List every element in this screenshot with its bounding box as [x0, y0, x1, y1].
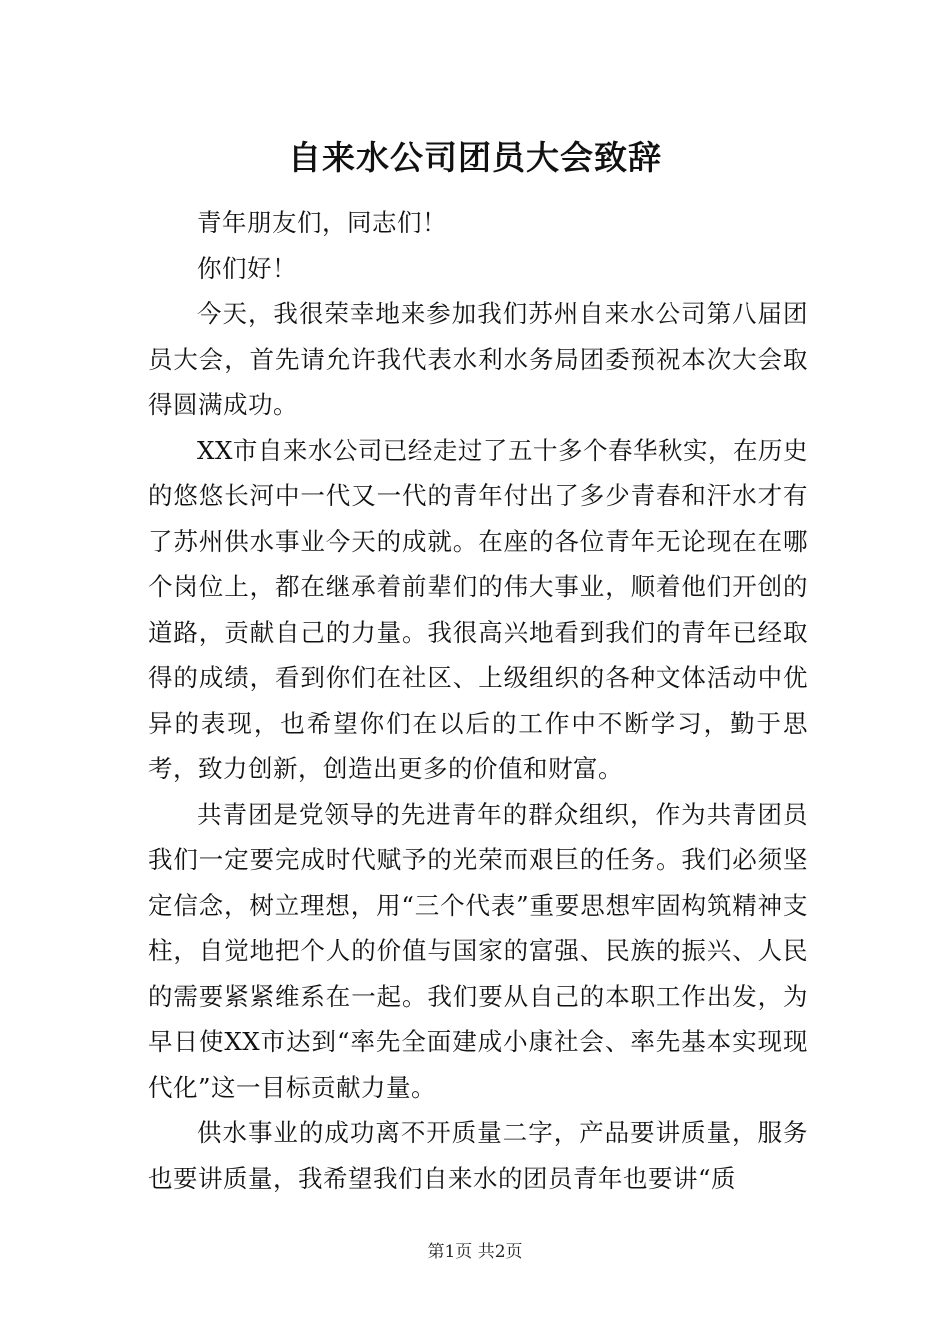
- document-body: [148, 200, 808, 1201]
- paragraph-greeting: 青年朋友们，同志们！: [197, 208, 447, 237]
- paragraph-history: XX市自来水公司已经走过了五十多个春华秋实，在历史的悠悠长河中一代又一代的青年付出了多少青春和汗水才有了苏州供水事业今天的成就。在座的各位青年无论现在在哪个岗位上，都在继承着前辈们的伟大事业，顺着他们开创的道路，贡献自己的力量。我很高兴地看到我们的青年已经取得的成绩，看到你们在社区、上级组织的各种文体活动中优异的表现，也希望你们在以后的工作中不断学习，勤于思考，致力创新，创造出更多的价值和财富。: [148, 435, 808, 783]
- document-title: 自来水公司团员大会致辞: [288, 138, 662, 177]
- page-total: 共2页: [477, 1242, 523, 1262]
- paragraph-youth-league: 共青团是党领导的先进青年的群众组织，作为共青团员我们一定要完成时代赋予的光荣而艰巨的任务。我们必须坚定信念，树立理想，用“三个代表”重要思想牢固构筑精神支柱，自觉地把个人的价值与国家的富强、民族的振兴、人民的需要紧紧维系在一起。我们要从自己的本职工作出发，为早日使XX市达到“率先全面建成小康社会、率先基本实现现代化”这一目标贡献力量。: [148, 799, 808, 1102]
- page-footer: [0, 1240, 950, 1264]
- paragraph-opening: 今天，我很荣幸地来参加我们苏州自来水公司第八届团员大会，首先请允许我代表水利水务局团委预祝本次大会取得圆满成功。: [148, 299, 808, 419]
- paragraph-hello: 你们好！: [197, 253, 297, 283]
- paragraph-quality: 供水事业的成功离不开质量二字，产品要讲质量，服务也要讲质量，我希望我们自来水的团员青年也要讲“质: [148, 1118, 808, 1193]
- page-number: 第1页: [427, 1242, 473, 1262]
